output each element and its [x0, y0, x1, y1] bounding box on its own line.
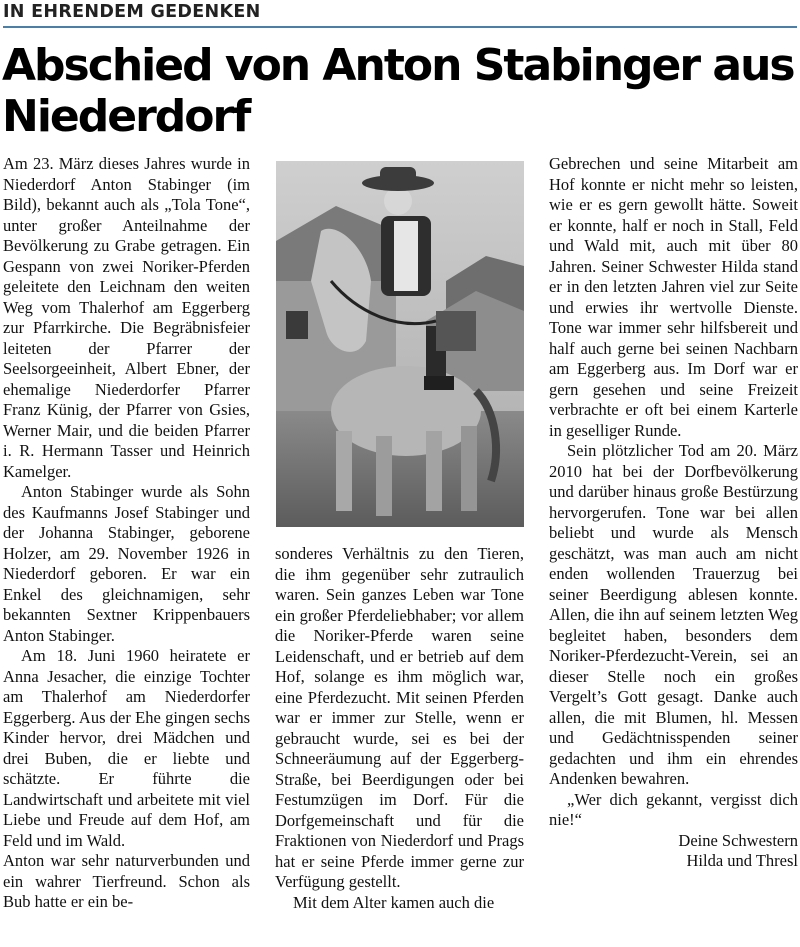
article-column-3 [549, 154, 798, 872]
paragraph: Gebrechen und seine Mitarbeit am Hof konnte er nicht mehr so leisten, wie er es gern gewollt hätte. Soweit er konnte, half er noch in Stall, Feld und Wald mit, auch mit über 80 Jahren. Seiner Schwester Hilda stand er in den letzten Jahren viel zur Seite und erwies ihr wertvolle Dienste. Tone war immer sehr hilfsbereit und half auch gerne bei seinen Nachbarn am Eggerberg aus. Im Dorf war er gern gesehen und seine Freizeit verbrachte er oft bei einem Karterle in geselliger Runde. [549, 154, 798, 440]
paragraph: Mit dem Alter kamen auch die [293, 892, 495, 912]
man-on-horse-photo [276, 161, 524, 527]
paragraph: sonderes Verhältnis zu den Tieren, die ihm gegenüber sehr zutraulich waren. Sein ganzes Leben war Tone ein großer Pferdeliebhaber; vor allem die Noriker-Pferde waren seine Leidenschaft, und er betrieb auf dem Hof, solange es ihm möglich war, eine Pferdezucht. Mit seinen Pferden war er immer zur Stelle, wenn er gebraucht wurde, sei es bei der Schneeräumung auf der Eggerberg-Straße, bei Beerdigungen oder bei Festumzügen im Dorf. Für die Dorfgemeinschaft und für die Fraktionen von Niederdorf und Prags hat er seine Pferde immer gerne zur Verfügung gestellt. [275, 544, 524, 891]
paragraph: Anton war sehr naturverbunden und ein wahrer Tierfreund. Schon als Bub hatte er ein be- [3, 851, 250, 911]
section-divider [3, 26, 797, 28]
article-headline: Abschied von Anton Stabinger aus Niederdorf [2, 40, 794, 142]
article-column-1 [3, 154, 250, 913]
paragraph: „Wer dich gekannt, vergisst dich nie!“ [549, 789, 798, 829]
signature-line: Hilda und Thresl [686, 851, 798, 870]
signature-line: Deine Schwestern [678, 830, 798, 850]
paragraph: Am 23. März dieses Jahres wurde in Niederdorf Anton Stabinger (im Bild), bekannt auch als „Tola Tone“, unter großer Anteilnahme der Bevölkerung zu Grabe getragen. Ein Gespann von zwei Noriker-Pferden geleitete den Leichnam den weiten Weg vom Thalerhof am Eggerberg zur Pfarrkirche. Die Begräbnisfeier leiteten der Pfarrer der Seelsorgeeinheit, Albert Ebner, der ehemalige Niederdorfer Pfarrer Franz Künig, der Pfarrer von Gsies, Werner Mair, und die beiden Pfarrer i. R. Hermann Tasser und Heinrich Kamelger. [3, 154, 250, 481]
paragraph: Am 18. Juni 1960 heiratete er Anna Jesacher, die einzige Tochter am Thalerhof am Niederdorfer Eggerberg. Aus der Ehe gingen sechs Kinder hervor, drei Mädchen und drei Buben, die er liebte und schätzte. Er führte die Landwirtschaft und arbeitete mit viel Liebe und Freude auf dem Hof, am Feld und im Wald. [3, 646, 250, 850]
paragraph: Sein plötzlicher Tod am 20. März 2010 hat bei der Dorfbevölkerung und darüber hinaus große Bestürzung hervorgerufen. Tone war bei allen beliebt und wurde als Mensch geschätzt, was man auch am nicht enden wollenden Trauerzug bei seiner Beerdigung ablesen konnte. Allen, die ihn auf seinem letzten Weg begleitet haben, besonders dem Noriker-Pferdezucht-Verein, sei an dieser Stelle noch ein großes Vergelt’s Gott gesagt. Danke auch allen, die mit Blumen, hl. Messen und Gedächtnisspenden seiner gedachten und ihm ein ehrendes Andenken bewahren. [549, 441, 798, 788]
article-column-2 [275, 544, 524, 913]
section-label: IN EHRENDEM GEDENKEN [3, 2, 261, 22]
paragraph: Anton Stabinger wurde als Sohn des Kaufmanns Josef Stabinger und der Johanna Stabinger, geborene Holzer, am 29. November 1926 in Niederdorf geboren. Er war ein Enkel des gleichnamigen, sehr bekannten Sextner Krippenbauers Anton Stabinger. [3, 482, 250, 645]
